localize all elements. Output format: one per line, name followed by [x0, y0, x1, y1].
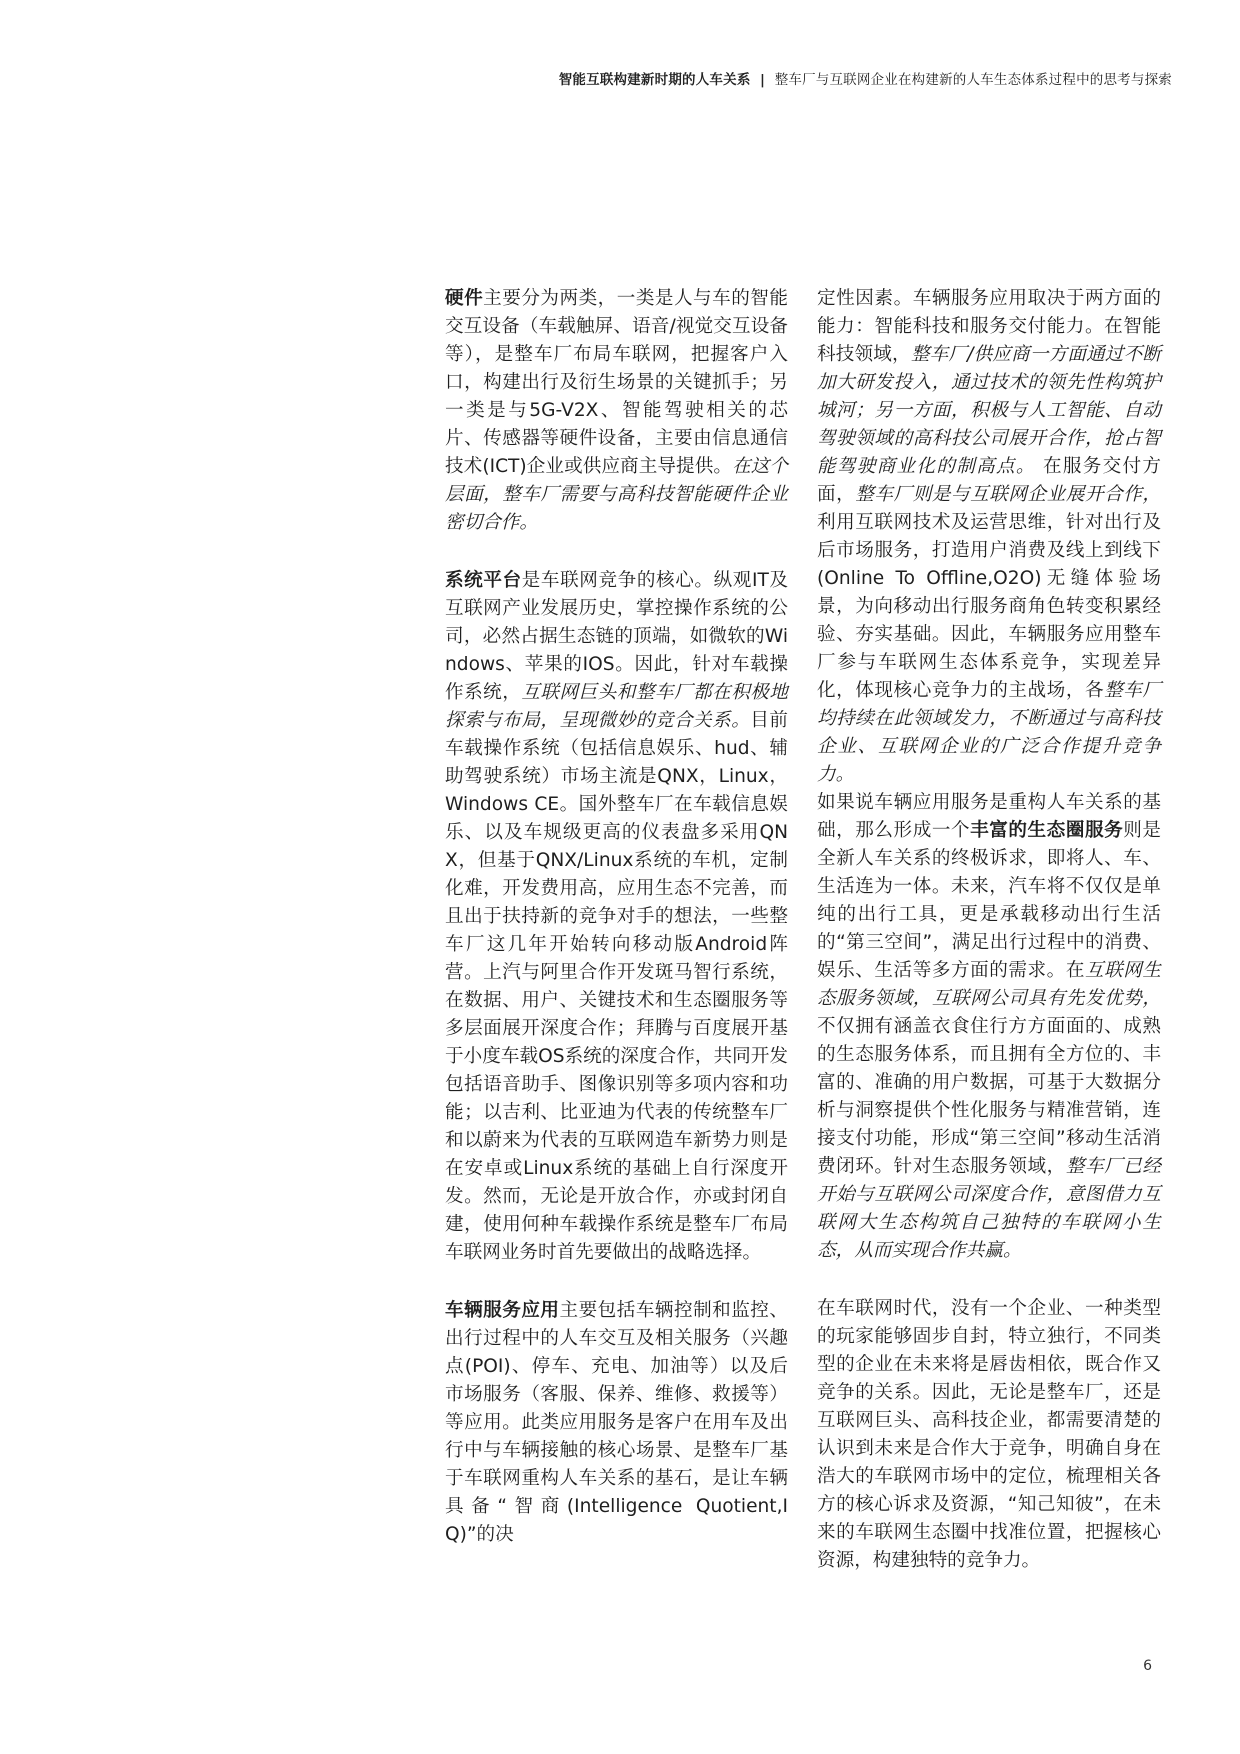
text-run: 定性因素。车辆服务应用取决于两方面的能力：智能科技和服务交付能力。在智能科技领域，	[817, 288, 1161, 365]
emphasis-run: 在这个层面，整车厂需要与高科技智能硬件企业密切合作。	[445, 456, 788, 533]
term-ecosystem-services: 丰富的生态圈服务	[970, 820, 1124, 841]
paragraph-services-continued	[817, 285, 1161, 789]
page-number: 6	[1143, 1658, 1152, 1674]
text-run: 如果说车辆应用服务是重构人车关系的基础，那么形成一个	[817, 792, 1161, 841]
paragraph-vehicle-services	[445, 1297, 788, 1549]
text-column-right	[817, 285, 1161, 1575]
term-system-platform: 系统平台	[445, 570, 522, 591]
paragraph-system-platform	[445, 567, 788, 1267]
text-run: 则是全新人车关系的终极诉求，即将人、车、生活连为一体。未来，汽车将不仅仅是单纯的出行工具，更是承载移动出行生活的“第三空间”，满足出行过程中的消费、娱乐、生活等多方面的需求。在	[817, 820, 1161, 981]
term-vehicle-services: 车辆服务应用	[445, 1300, 560, 1321]
paragraph-spacer	[445, 1267, 788, 1297]
paragraph-spacer	[817, 1265, 1161, 1295]
running-header	[559, 68, 1172, 88]
emphasis-run: 整车厂/供应商一方面通过不断加大研发投入，通过技术的领先性构筑护城河；另一方面，积极与人工智能、自动驾驶领域的高科技公司展开合作，抢占智能驾驶商业化的制高点。	[817, 344, 1161, 477]
header-separator: |	[760, 72, 766, 88]
text-run: 不仅拥有涵盖衣食住行方方面面的、成熟的生态服务体系，而且拥有全方位的、丰富的、准确的用户数据，可基于大数据分析与洞察提供个性化服务与精准营销，连接支付功能，形成“第三空间”移动生活消费闭环。针对生态服务领域，	[817, 1016, 1161, 1177]
paragraph-hardware	[445, 285, 788, 537]
paragraph-conclusion	[817, 1295, 1161, 1575]
emphasis-run: 整车厂则是与互联网企业展开合作，	[855, 484, 1161, 505]
text-run: 在服务交付方面，	[817, 456, 1161, 505]
text-column-left	[445, 285, 788, 1549]
term-hardware: 硬件	[445, 288, 484, 309]
text-run: 主要包括车辆控制和监控、出行过程中的人车交互及相关服务（兴趣点(POI)、停车、充电、加油等）以及后市场服务（客服、保养、维修、救援等）等应用。此类应用服务是客户在用车及出行中与车辆接触的核心场景、是整车厂基于车联网重构人车关系的基石，是让车辆具备“智商(Intelligence Quotient,IQ)”的决	[445, 1300, 788, 1545]
emphasis-run: 互联网生态服务领域，互联网公司具有先发优势，	[817, 960, 1161, 1009]
text-run: 在车联网时代，没有一个企业、一种类型的玩家能够固步自封，特立独行，不同类型的企业在未来将是唇齿相依，既合作又竞争的关系。因此，无论是整车厂，还是互联网巨头、高科技企业，都需要清楚的认识到未来是合作大于竞争，明确自身在浩大的车联网市场中的定位，梳理相关各方的核心诉求及资源，“知己知彼”，在未来的车联网生态圈中找准位置，把握核心资源，构建独特的竞争力。	[817, 1298, 1161, 1571]
emphasis-run: 互联网巨头和整车厂都在积极地探索与布局，呈现微妙的竞合关系。	[445, 682, 788, 731]
header-subtitle: 整车厂与互联网企业在构建新的人车生态体系过程中的思考与探索	[774, 72, 1172, 88]
emphasis-run: 整车厂均持续在此领域发力，不断通过与高科技企业、互联网企业的广泛合作提升竞争力。	[817, 680, 1161, 785]
text-run: 利用互联网技术及运营思维，针对出行及后市场服务，打造用户消费及线上到线下(Online To Offline,O2O)无缝体验场景，为向移动出行服务商角色转变积累经验、夯实基础。因此，车辆服务应用整车厂参与车联网生态体系竞争，实现差异化，体现核心竞争力的主战场，各	[817, 512, 1161, 701]
header-title: 智能互联构建新时期的人车关系	[558, 72, 751, 88]
text-run: 是车联网竞争的核心。纵观IT及互联网产业发展历史，掌控操作系统的公司，必然占据生态链的顶端，如微软的Windows、苹果的IOS。因此，针对车载操作系统，	[445, 570, 788, 703]
text-run: 主要分为两类，一类是人与车的智能交互设备（车载触屏、语音/视觉交互设备等），是整车厂布局车联网，把握客户入口，构建出行及衍生场景的关键抓手；另一类是与5G-V2X、智能驾驶相关的芯片、传感器等硬件设备，主要由信息通信技术(ICT)企业或供应商主导提供。	[445, 288, 788, 477]
text-run: 目前车载操作系统（包括信息娱乐、hud、辅助驾驶系统）市场主流是QNX，Linux，Windows CE。国外整车厂在车载信息娱乐、以及车规级更高的仪表盘多采用QNX，但基于QNX/Linux系统的车机，定制化难，开发费用高，应用生态不完善，而且出于扶持新的竞争对手的想法，一些整车厂这几年开始转向移动版Android阵营。上汽与阿里合作开发斑马智行系统，在数据、用户、关键技术和生态圈服务等多层面展开深度合作；拜腾与百度展开基于小度车载OS系统的深度合作，共同开发包括语音助手、图像识别等多项内容和功能；以吉利、比亚迪为代表的传统整车厂和以蔚来为代表的互联网造车新势力则是在安卓或Linux系统的基础上自行深度开发。然而，无论是开放合作，亦或封闭自建，使用何种车载操作系统是整车厂布局车联网业务时首先要做出的战略选择。	[445, 710, 788, 1263]
paragraph-ecosystem	[817, 789, 1161, 1265]
emphasis-run: 整车厂已经开始与互联网公司深度合作，意图借力互联网大生态构筑自己独特的车联网小生态，从而实现合作共赢。	[817, 1156, 1161, 1261]
paragraph-spacer	[445, 537, 788, 567]
